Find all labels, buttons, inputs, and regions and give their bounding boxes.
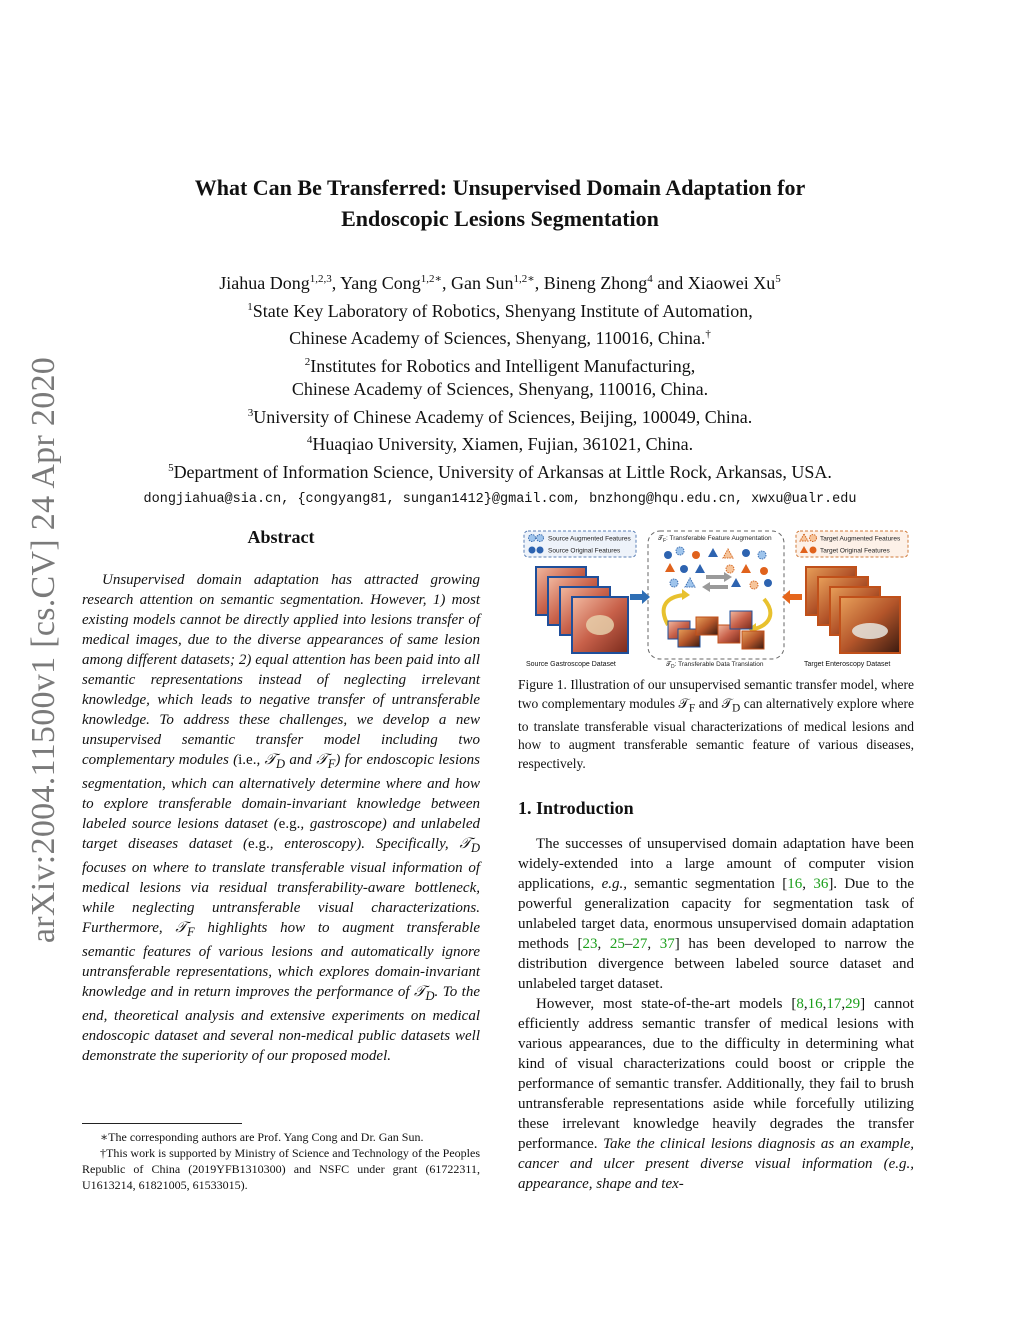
abstract-sub: D [276, 757, 286, 771]
module-f-text: : Transferable Feature Augmentation [666, 535, 772, 542]
intro-span: , [802, 876, 814, 892]
feature-dot [742, 549, 750, 557]
translated-image [696, 617, 718, 635]
affil-sup: 1 [247, 300, 253, 313]
caption-sub: F [688, 702, 696, 715]
feature-triangle [731, 578, 741, 587]
module-d-text: : Transferable Data Translation [674, 661, 764, 668]
translated-image [730, 611, 752, 629]
feature-triangle [723, 549, 733, 558]
legend-target-original: Target Original Features [820, 547, 890, 555]
author-list [100, 268, 900, 296]
introduction-text [518, 834, 914, 1194]
feature-dot [758, 551, 766, 559]
affil-sup: 5 [168, 461, 174, 474]
feature-triangle [665, 563, 675, 572]
feature-triangle [695, 564, 705, 573]
target-image-stack [806, 567, 900, 653]
abstract-span: , enteroscopy). Specifically, 𝒯 [269, 836, 471, 852]
module-d-sub: D [670, 664, 675, 670]
abstract-span: , gastroscope) and unlabeled target diseases dataset ( [82, 816, 480, 852]
author-sup: 4 [647, 273, 653, 285]
section-heading-introduction: 1. Introduction [518, 798, 634, 818]
citation-link[interactable]: 16 [807, 996, 823, 1012]
legend-source-augmented: Source Augmented Features [548, 535, 631, 543]
feature-dot [750, 581, 758, 589]
abstract-span: i.e. [238, 752, 257, 768]
abstract-sub: F [186, 925, 195, 939]
caption-span: can alternatively explore where to translate transferable visual characterizations of medical lesions and how to augment transferable semantic feature of various diseases, respectively. [518, 695, 914, 771]
abstract-span: e.g. [278, 816, 301, 832]
module-f-symbol: 𝒯 [658, 535, 663, 542]
feature-triangle [741, 564, 751, 573]
affil-text: Chinese Academy of Sciences, Shenyang, 110016, China. [291, 379, 709, 399]
affiliation-line [100, 429, 900, 457]
affil-sup: 3 [247, 406, 254, 419]
citation-link[interactable]: 29 [845, 996, 861, 1012]
cycle-arrow-right [754, 599, 770, 629]
affil-text: University of Chinese Academy of Sciences, Beijing, 100049, China. [253, 406, 753, 427]
abstract-sub: D [470, 841, 480, 855]
feature-dot [726, 565, 734, 573]
affiliation-line [100, 457, 900, 485]
figure-1-diagram [518, 525, 914, 671]
citation-link[interactable]: 36 [813, 876, 829, 892]
abstract-sub: D [425, 989, 435, 1003]
lesion-shape [586, 615, 614, 635]
translated-image [742, 631, 764, 649]
author-sup: 1,2∗ [513, 273, 535, 285]
intro-span: – [624, 936, 633, 952]
citation-link[interactable]: 16 [787, 876, 803, 892]
affiliation-line [100, 296, 900, 324]
author-sup: 1,2∗ [420, 273, 443, 285]
feature-arrow-head [702, 582, 710, 592]
citation-link[interactable]: 8 [796, 996, 804, 1012]
affiliation-line [100, 323, 900, 351]
intro-span: semantic segmentation [ [626, 876, 788, 892]
source-image-stack [536, 567, 628, 653]
title-line-2: Endoscopic Lesions Segmentation [341, 206, 659, 231]
feature-dot [760, 567, 768, 575]
intro-span: , [822, 996, 827, 1012]
affil-sup: † [705, 328, 711, 340]
affil-text: State Key Laboratory of Robotics, Shenyang Institute of Automation, [252, 300, 753, 321]
author-sup: 5 [775, 273, 781, 285]
author-sup: 1,2,3 [309, 273, 332, 285]
footnotes [82, 1129, 480, 1193]
citation-link[interactable]: 27 [632, 936, 648, 952]
feature-arrow-head [724, 572, 732, 582]
abstract-span: , 𝒯 [256, 752, 277, 768]
source-original-icon [529, 547, 536, 554]
footnote-divider [82, 1123, 242, 1124]
affiliation-line [100, 351, 900, 379]
source-arrow-head [642, 590, 650, 604]
source-augmented-icon [529, 535, 536, 542]
intro-span: However, most state-of-the-art models [ [536, 996, 797, 1012]
intro-span: Take the clinical lesions diagnosis as an example, cancer and ulcer present diverse visual information ( [518, 1136, 914, 1172]
abstract-span: and 𝒯 [285, 752, 328, 768]
source-dataset-label: Source Gastroscope Dataset [526, 661, 616, 668]
intro-span: e.g., [888, 1156, 914, 1172]
affil-text: Department of Information Science, University of Arkansas at Little Rock, Arkansas, USA. [173, 461, 832, 482]
citation-link[interactable]: 25 [609, 936, 625, 952]
feature-triangle [708, 548, 718, 557]
intro-span: appearance, shape and tex- [518, 1176, 684, 1192]
feature-dot [670, 579, 678, 587]
intro-span: ]. Due to the powerful generalization capacity for segmentation task of unlabeled target data, enormous unsupervised domain adaptation methods [ [518, 876, 915, 952]
abstract-heading: Abstract [247, 527, 315, 547]
intro-span: e.g., [601, 876, 627, 892]
feature-dot [664, 551, 672, 559]
title-line-1: What Can Be Transferred: Unsupervised Domain Adaptation for [194, 175, 806, 200]
legend-source-original: Source Original Features [548, 547, 621, 555]
feature-triangle [685, 578, 695, 587]
caption-sub: D [732, 702, 741, 715]
footnote-funding: †This work is supported by Ministry of Science and Technology of the Peoples Republic of China (2019YFB1310300) and NSFC under grant (61722311, U1613214, 61821005, 61533015). [82, 1146, 480, 1192]
citation-link[interactable]: 17 [826, 996, 842, 1012]
intro-span: ] cannot efficiently address semantic transfer of medical lesions with various appearances, due to the difficulty in determining what kind of visual characterizations could boost or cripple the performance of semantic transfer. Additionally, they fail to brush untransferable representations aside while forcefully utilizing these irrelevant knowledge heavily degrades the transfer performance. [518, 996, 914, 1152]
target-augmented-icon [810, 535, 817, 542]
target-dataset-label: Target Enteroscopy Dataset [804, 661, 891, 668]
affiliation-line [100, 402, 900, 430]
target-arrow-head [782, 590, 790, 604]
abstract-span: . To the end, theoretical analysis and extensive experiments on medical endoscopic dataset and several non-medical public datasets well demonstrate the superiority of our proposed model. [82, 984, 480, 1064]
author-name: , Gan Sun [442, 273, 514, 293]
affil-text: Chinese Academy of Sciences, Shenyang, 110016, China. [289, 328, 706, 348]
caption-span: and 𝒯 [695, 695, 733, 711]
module-d-label [666, 661, 764, 670]
affil-text: Huaqiao University, Xiamen, Fujian, 361021, China. [312, 434, 694, 454]
feature-dot [676, 547, 684, 555]
module-f-label [658, 535, 772, 544]
footnote-corresponding: ∗The corresponding authors are Prof. Yang Cong and Dr. Gan Sun. [100, 1130, 424, 1144]
affil-sup: 4 [306, 434, 313, 446]
feature-dot [680, 565, 688, 573]
target-original-icon [810, 547, 817, 554]
author-name: Jiahua Dong [219, 273, 310, 293]
abstract-span: e.g. [248, 836, 270, 852]
author-name: , Bineng Zhong [534, 273, 648, 293]
abstract-sub: F [327, 757, 336, 771]
arxiv-watermark: arXiv:2004.11500v1 [cs.CV] 24 Apr 2020 [25, 356, 62, 944]
feature-dot [764, 579, 772, 587]
intro-paragraph-2 [518, 994, 914, 1194]
abstract-span: focuses on where to translate transferable visual information of medical lesions via residual transferability-aware bottleneck, while neglecting untransferable visual characterizations. Furthermore, 𝒯 [82, 860, 480, 936]
intro-span: , [597, 936, 610, 952]
affil-text: Institutes for Robotics and Intelligent Manufacturing, [310, 355, 696, 376]
source-augmented-icon [537, 535, 544, 542]
author-block [100, 268, 900, 512]
feature-cluster [664, 547, 772, 589]
intro-paragraph-1 [518, 834, 914, 994]
intro-span: , [841, 996, 846, 1012]
intro-span: ] has been developed to narrow the distribution divergence between labeled source dataset and unlabeled target dataset. [518, 936, 915, 992]
author-emails: dongjiahua@sia.cn, {congyang81, sungan1412}@gmail.com, bnzhong@hqu.edu.cn, xwxu@ualr.edu [143, 492, 857, 507]
abstract-text [82, 570, 480, 1066]
feature-dot [692, 551, 700, 559]
affil-sup: 2 [304, 355, 311, 368]
abstract-span: Unsupervised domain adaptation has attracted growing research attention on semantic segmentation. However, 1) most existing models cannot be directly applied into lesions transfer of medical images, due to the diverse appearances of same lesion among different datasets; 2) equal attention has been paid into all semantic representations instead of neglecting irrelevant knowledge, which leads to negative transfer of untransferable knowledge. To address these challenges, we develop a new unsupervised semantic transfer model including two complementary modules ( [82, 572, 480, 768]
author-name: and Xiaowei Xu [652, 273, 776, 293]
citation-link[interactable]: 23 [582, 936, 598, 952]
abstract-span: highlights how to augment transferable semantic features of various lesions and automatically ignore untransferable representations, which explores domain-invariant knowledge and in return improves the performance of 𝒯 [82, 920, 480, 1000]
source-original-icon [537, 547, 544, 554]
cycle-arrow-head [682, 589, 690, 600]
caption-span: Figure 1. Illustration of our unsupervised semantic transfer model, where two complementary modules 𝒯 [518, 677, 914, 711]
module-f-sub: F [662, 538, 667, 544]
affiliation-line [100, 378, 900, 402]
intro-span: , [803, 996, 808, 1012]
citation-link[interactable]: 37 [659, 936, 675, 952]
figure-caption [518, 676, 914, 773]
legend-target-augmented: Target Augmented Features [820, 535, 901, 543]
module-d-symbol: 𝒯 [666, 661, 671, 668]
intro-span: , [647, 936, 660, 952]
author-name: , Yang Cong [331, 273, 421, 293]
abstract-span: ) for endoscopic lesions segmentation, which can alternatively determine where and how to explore transferable domain-invariant knowledge between labeled source lesions dataset ( [82, 752, 480, 832]
intro-span: The successes of unsupervised domain adaptation have been widely-extended into a large amount of computer vision applications, [518, 836, 914, 892]
paper-title [100, 172, 900, 234]
lesion-shape [852, 623, 888, 639]
